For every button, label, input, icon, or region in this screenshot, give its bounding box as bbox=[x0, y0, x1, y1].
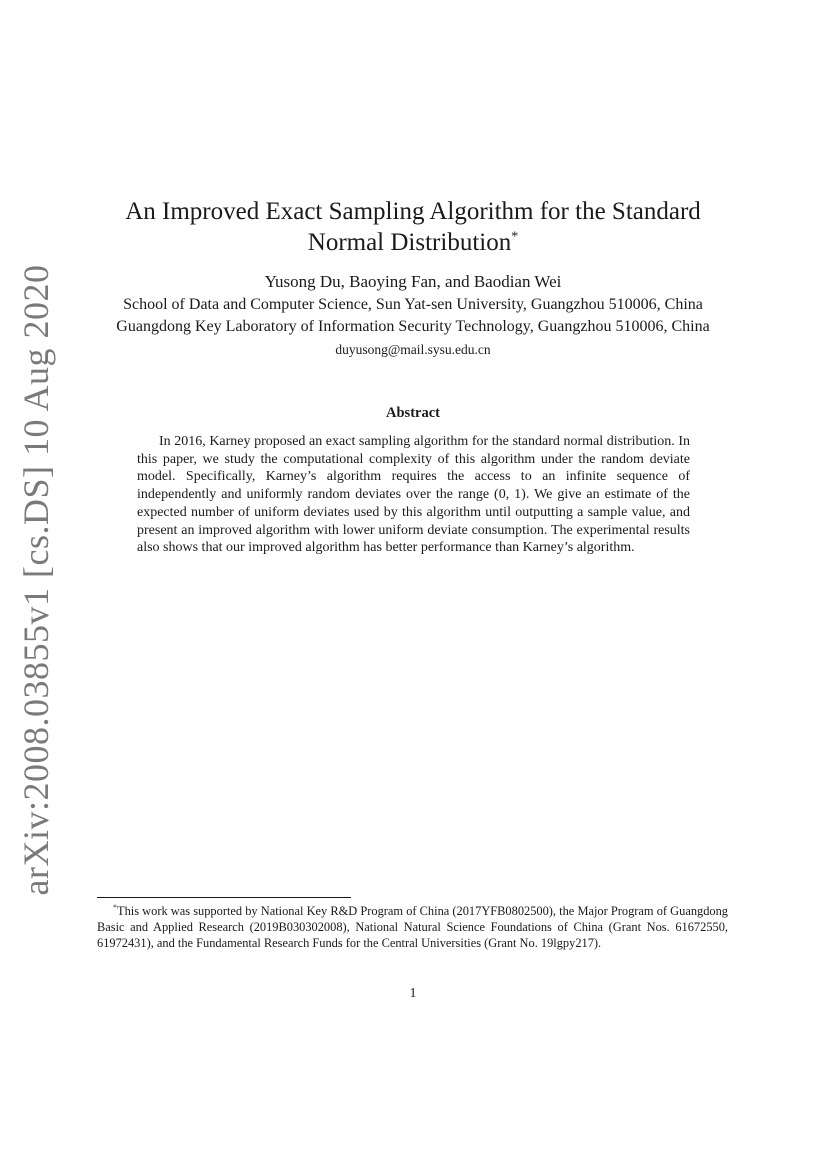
author-block bbox=[100, 270, 726, 361]
title-footnote-mark: * bbox=[511, 229, 519, 245]
funding-footnote bbox=[97, 903, 728, 951]
paper-title-text: An Improved Exact Sampling Algorithm for the Standard Normal Distribution bbox=[125, 198, 701, 256]
abstract-text: In 2016, Karney proposed an exact sampling algorithm for the standard normal distribution. In this paper, we study the computational complexity of this algorithm under the random deviate model. Specifically, Karney’s algorithm requires the access to an infinite sequence of independently and uniformly random deviates over the range (0, 1). We give an estimate of the expected number of uniform deviates used by this algorithm until outputting a sample value, and present an improved algorithm with lower uniform deviate consumption. The experimental results also shows that our improved algorithm has better performance than Karney’s algorithm. bbox=[137, 434, 690, 556]
arxiv-identifier-stamp: arXiv:2008.03855v1 [cs.DS] 10 Aug 2020 bbox=[16, 264, 56, 896]
footnote-text: This work was supported by National Key R&D Program of China (2017YFB0802500), the Major Program of Guangdong Basic and Applied Research (2019B030302008), National Natural Science Foundations of China (Grant Nos. 61672550, 61972431), and the Fundamental Research Funds for the Central Universities (Grant No. 19lgpy217). bbox=[97, 904, 728, 950]
footnote-mark: * bbox=[113, 902, 117, 912]
page-number: 1 bbox=[409, 986, 417, 1001]
abstract-heading: Abstract bbox=[386, 405, 440, 421]
paper-title bbox=[113, 196, 713, 258]
affiliation-2: Guangdong Key Laboratory of Information Security Technology, Guangzhou 510006, China bbox=[116, 318, 710, 335]
affiliation-1: School of Data and Computer Science, Sun Yat-sen University, Guangzhou 510006, China bbox=[123, 296, 703, 313]
footnote-divider bbox=[97, 897, 351, 898]
author-names: Yusong Du, Baoying Fan, and Baodian Wei bbox=[264, 272, 562, 291]
author-email: duyusong@mail.sysu.edu.cn bbox=[335, 342, 491, 357]
